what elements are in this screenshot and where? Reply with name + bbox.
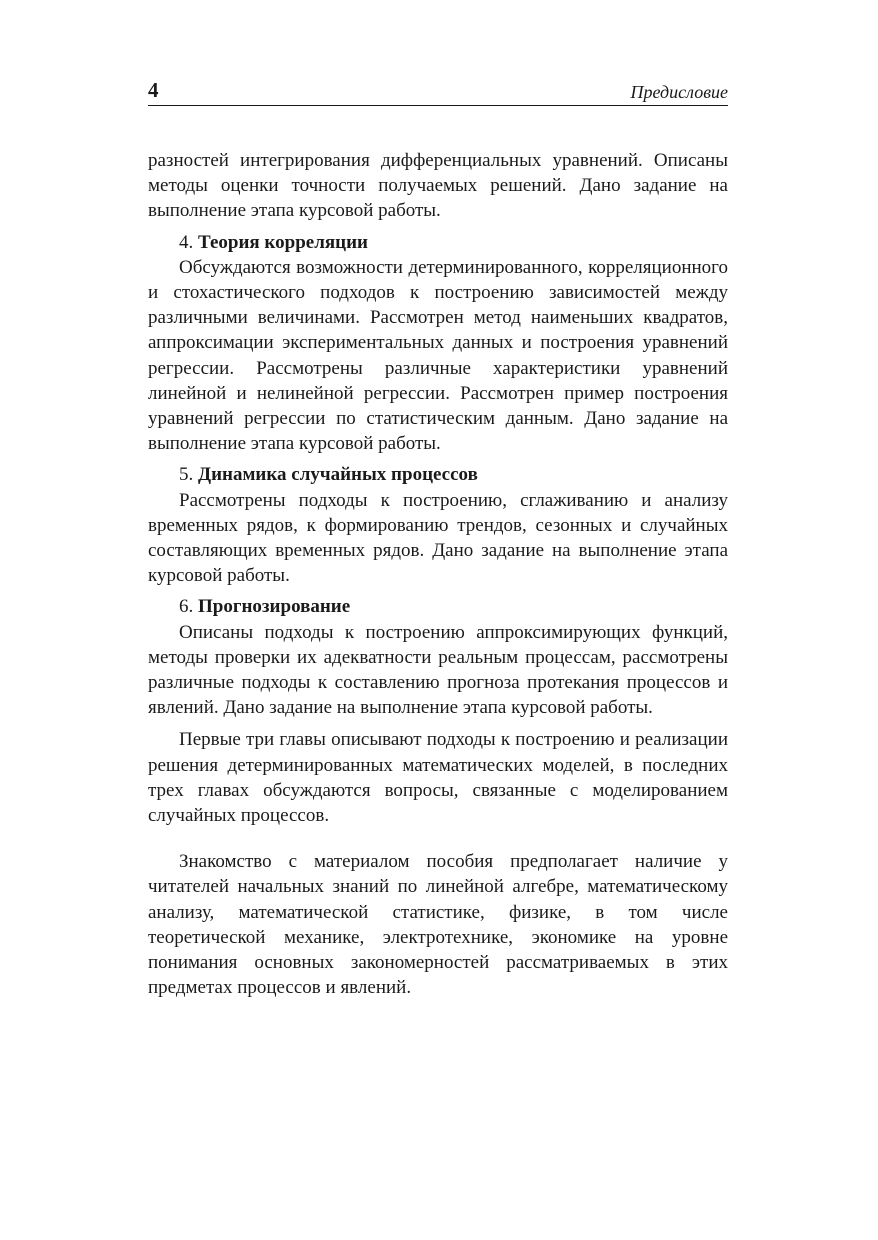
chapter-heading-6 <box>148 594 728 619</box>
chapter-number: 5. <box>179 464 194 486</box>
chapter-heading-4 <box>148 230 728 255</box>
running-header <box>148 78 728 106</box>
prerequisites-paragraph: Знакомство с материалом пособия предполагает наличие у читателей начальных знаний по линейной алгебре, математическому анализу, математической статистике, физике, в том числе теоретической механике, электротехнике, экономике на уровне понимания основных закономерностей рассматриваемых в этих предметах процессов и явлений. <box>148 851 728 999</box>
chapter-heading-5 <box>148 462 728 487</box>
chapter-title: Теория корреляции <box>198 231 368 253</box>
chapter-number: 6. <box>179 596 194 618</box>
section-title: Предисловие <box>630 82 728 102</box>
book-page <box>148 78 728 1001</box>
chapter-number: 4. <box>179 231 194 253</box>
summary-paragraph: Первые три главы описывают подходы к построению и реализации решения детерминированных математических моделей, в последних трех главах обсуждаются вопросы, связанные с моделированием случайных процессов. <box>148 729 728 827</box>
page-number: 4 <box>148 78 159 102</box>
chapter-title: Динамика случайных процессов <box>198 464 478 486</box>
intro-continuation-paragraph: разностей интегрирования дифференциальных уравнений. Описаны методы оценки точности получаемых решений. Дано задание на выполнение этапа курсовой работы. <box>148 150 728 222</box>
chapter-title: Прогнозирование <box>198 596 351 618</box>
chapter-description-6: Описаны подходы к построению аппроксимирующих функций, методы проверки их адекватности реальным процессам, рассмотрены различные подходы к составлению прогноза протекания процессов и явлений. Дано задание на выполнение этапа курсовой работы. <box>148 621 728 719</box>
chapter-description-5: Рассмотрены подходы к построению, сглаживанию и анализу временных рядов, к формированию трендов, сезонных и случайных составляющих временных рядов. Дано задание на выполнение этапа курсовой работы. <box>148 489 728 587</box>
chapter-description-4: Обсуждаются возможности детерминированного, корреляционного и стохастического подходов к построению зависимостей между различными величинами. Рассмотрен метод наименьших квадратов, аппроксимации экспериментальных данных и построения уравнений регрессии. Рассмотрены различные характеристики уравнений линейной и нелинейной регрессии. Рассмотрен пример построения уравнений регрессии по статистическим данным. Дано задание на выполнение этапа курсовой работы. <box>148 256 728 455</box>
body-text <box>148 148 728 1001</box>
